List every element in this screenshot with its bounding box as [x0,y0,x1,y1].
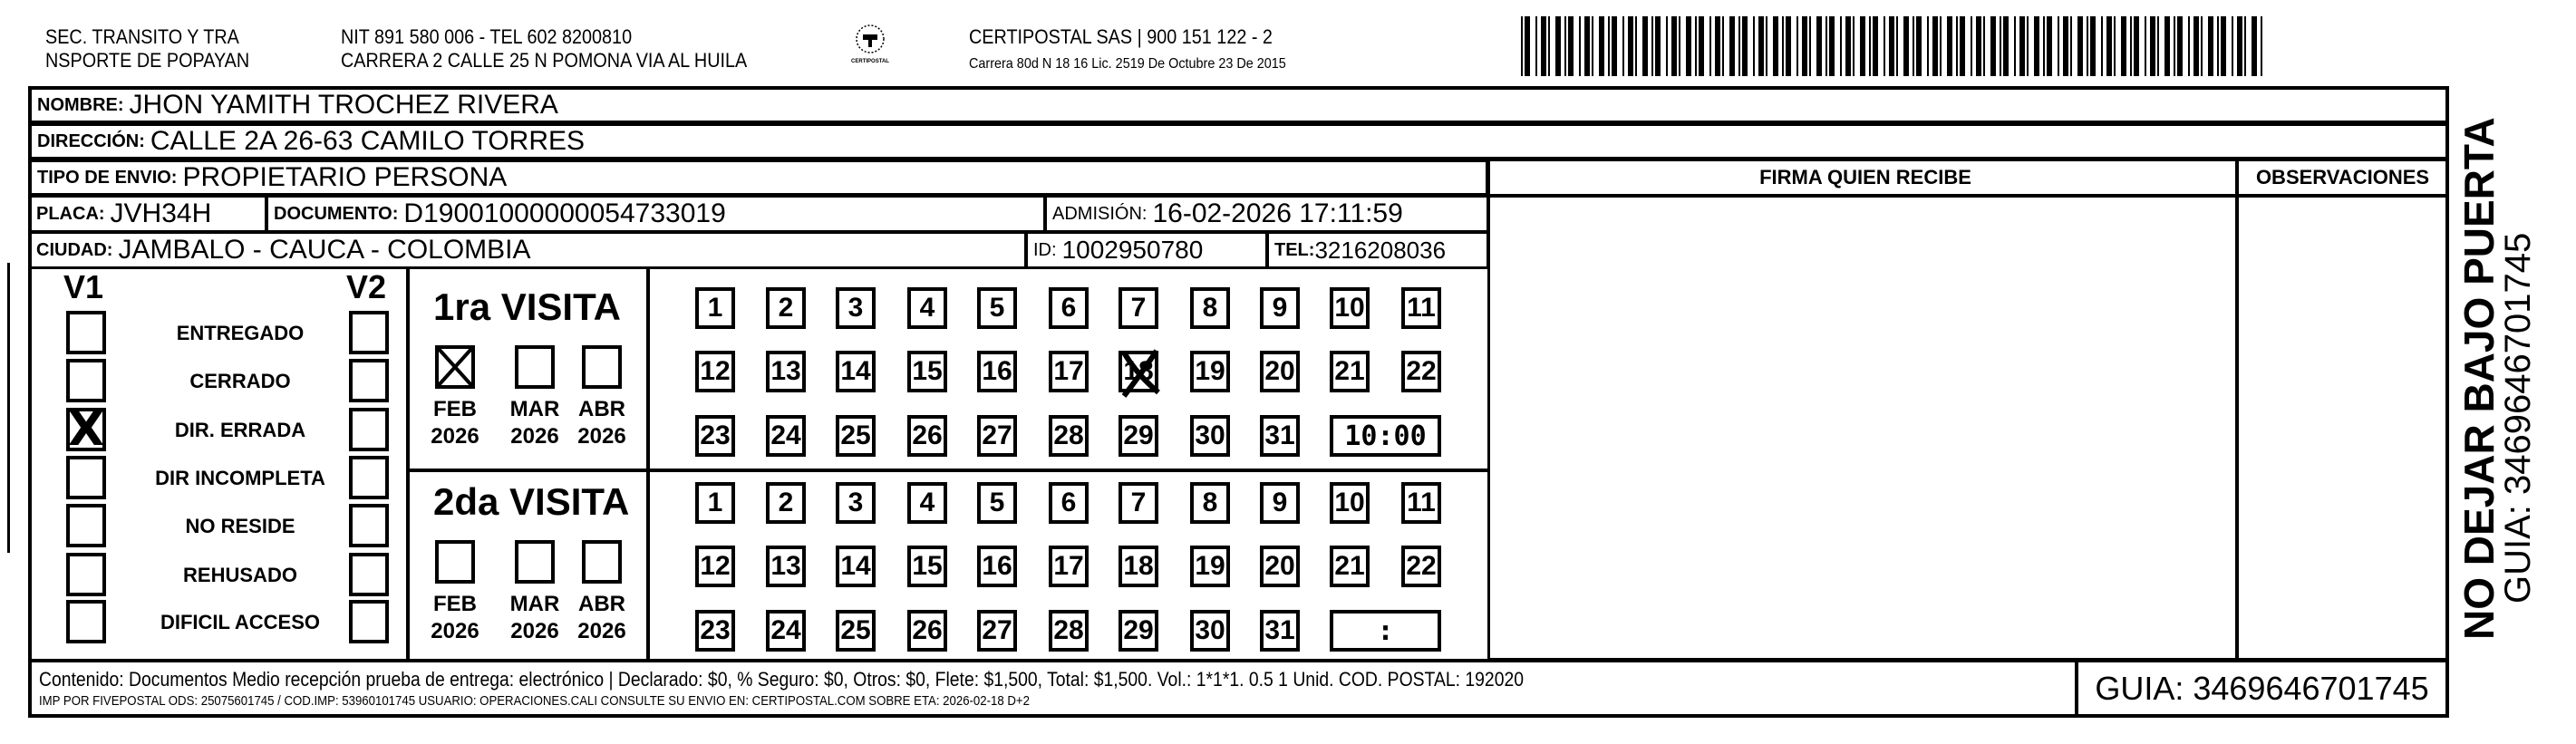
v2-checkbox[interactable] [349,311,389,354]
barcode-bar [1990,16,1996,76]
barcode-bar [1584,16,1590,76]
day-box-25[interactable]: 25 [836,610,876,652]
month-label [503,591,567,645]
v2-checkbox[interactable] [349,504,389,547]
day-box-1[interactable]: 1 [695,482,735,524]
barcode-bar [1869,16,1871,76]
month-x-mark [435,345,475,389]
tipo-row [28,159,1489,197]
barcode-bar [1884,16,1885,76]
barcode-bar [1786,16,1791,76]
barcode-bar [1742,16,1748,76]
barcode-bar [2244,16,2246,76]
day-box-25[interactable]: 25 [836,415,876,457]
barcode-bar [1612,16,1617,76]
day-box-6[interactable]: 6 [1049,287,1089,329]
v2-checkbox[interactable] [349,553,389,596]
status-label: REHUSADO [183,564,297,586]
barcode-bar [2188,16,2190,76]
ciudad-value: JAMBALO - CAUCA - COLOMBIA [118,235,531,265]
barcode-bar [2145,16,2146,76]
barcode-bar [1773,16,1778,76]
direccion-label: DIRECCIÓN: [37,130,145,151]
day-box-29[interactable]: 29 [1119,415,1158,457]
visit-divider [408,469,1489,472]
barcode-bar [1525,16,1530,76]
month-year: 2026 [577,619,626,643]
ciudad-cell [28,231,1027,269]
month-name: ABR [578,592,625,616]
placa-label: PLACA: [36,203,105,224]
barcode-bar [1947,16,1952,76]
tel-label: TEL: [1274,239,1315,260]
month-year: 2026 [577,424,626,449]
admision-value: 16-02-2026 17:11:59 [1152,198,1403,228]
day-box-16[interactable]: 16 [977,351,1017,392]
day-box-11[interactable]: 11 [1401,482,1441,524]
barcode-bar [1579,16,1581,76]
month-label [570,396,634,450]
sender-name-line2: NSPORTE DE POPAYAN [45,49,250,72]
barcode-bar [1592,16,1593,76]
day-box-3[interactable]: 3 [836,482,876,524]
month-label [503,396,567,450]
month-label [423,396,487,450]
barcode-bar [1655,16,1661,76]
barcode-bar [1541,16,1546,76]
day-box-11[interactable]: 11 [1401,287,1441,329]
contenido-text: Contenido: Documentos Medio recepción prueba de entrega: electrónico | Declarado: $0, % Seguro: $0, Otros: $0, Flete: $1,500, Total: $1,500. Vol.: 1*1*1. 0.5 1 Unid. COD. POSTAL: 192020 [39,668,1524,691]
v2-header: V2 [346,268,387,305]
barcode-bar [2106,16,2112,76]
v1-checkbox[interactable] [66,456,106,499]
time-box[interactable]: 10:00 [1330,415,1441,457]
day-box-27[interactable]: 27 [977,415,1017,457]
month-checkbox[interactable] [515,540,555,584]
month-checkbox[interactable] [582,345,622,389]
day-box-7[interactable]: 7 [1119,287,1158,329]
day-box-5[interactable]: 5 [977,482,1017,524]
day-box-19[interactable]: 19 [1190,351,1230,392]
day-box-4[interactable]: 4 [907,482,947,524]
barcode-bar [2232,16,2233,76]
sender-address: CARRERA 2 CALLE 25 N POMONA VIA AL HUILA [341,49,748,72]
nombre-row [28,86,2449,124]
id-cell [1025,231,1268,269]
barcode-bar [1860,16,1865,76]
day-box-30[interactable]: 30 [1190,415,1230,457]
barcode-bar [2150,16,2155,76]
nombre-value: JHON YAMITH TROCHEZ RIVERA [129,90,558,120]
barcode-bar [1845,16,1851,76]
month-label [570,591,634,645]
no-dejar-warning: NO DEJAR BAJO PUERTA [2455,117,2503,640]
barcode-bar [2014,16,2016,76]
barcode-bar [2177,16,2183,76]
barcode-bar [1548,16,1550,76]
admision-cell [1044,195,1489,233]
tipo-label: TIPO DE ENVIO: [37,167,178,188]
month-checkbox[interactable] [582,540,622,584]
barcode-bar [1873,16,1878,76]
time-box[interactable]: : [1330,610,1441,652]
side-text [2455,117,2538,640]
barcode-bar [1715,16,1720,76]
imp-text: IMP POR FIVEPOSTAL ODS: 25075601745 / COD.IMP: 53960101745 USUARIO: OPERACIONES.CALI CONSULTE SU ENVIO EN: CERTIPOSTAL.COM SOBRE ETA: 2026-02-18 D+2 [39,693,1030,709]
barcode-bar [1896,16,1898,76]
day-box-20[interactable]: 20 [1260,546,1300,587]
status-label: DIFICIL ACCESO [160,611,320,633]
month-year: 2026 [510,619,559,643]
day-box-28[interactable]: 28 [1049,610,1089,652]
barcode-bar [2063,16,2068,76]
admision-label: ADMISIÓN: [1052,203,1148,224]
observaciones-area[interactable] [2236,195,2449,661]
barcode-bar [1599,16,1604,76]
observaciones-header: OBSERVACIONES [2236,159,2449,197]
day-box-31[interactable]: 31 [1260,610,1300,652]
barcode-bar [2221,16,2226,76]
month-checkbox[interactable] [515,345,555,389]
v1-checkbox[interactable] [66,311,106,354]
barcode-bar [1758,16,1764,76]
documento-cell [266,195,1046,233]
barcode-bar [1709,16,1711,76]
certipostal-logo [847,24,893,74]
barcode-bar [2193,16,2199,76]
day-box-22[interactable]: 22 [1401,546,1441,587]
barcode-bar [1829,16,1835,76]
day-box-3[interactable]: 3 [836,287,876,329]
day-box-13[interactable]: 13 [766,546,806,587]
barcode-bar [1932,16,1938,76]
barcode-bar [1628,16,1633,76]
ciudad-label: CIUDAD: [36,239,113,260]
barcode-bar [2101,16,2103,76]
documento-value: D19001000000054733019 [403,198,726,228]
barcode-bar [2237,16,2242,76]
barcode-bar [1635,16,1637,76]
day-box-18[interactable]: 18 [1119,351,1158,392]
barcode-bar [1686,16,1691,76]
day-box-10[interactable]: 10 [1330,287,1370,329]
barcode-bar [2201,16,2203,76]
status-label: CERRADO [189,370,291,392]
day-box-6[interactable]: 6 [1049,482,1089,524]
day-box-26[interactable]: 26 [907,610,947,652]
barcode-bar [1671,16,1677,76]
barcode-bar [1853,16,1855,76]
barcode-bar [2027,16,2029,76]
day-box-8[interactable]: 8 [1190,482,1230,524]
barcode-bar [1535,16,1537,76]
logo-icon [855,24,886,54]
month-name: MAR [509,592,560,616]
v1-checkbox[interactable] [66,504,106,547]
day-box-1[interactable]: 1 [695,287,735,329]
day-box-12[interactable]: 12 [695,351,735,392]
barcode-bar [1766,16,1767,76]
month-label [423,591,487,645]
day-box-14[interactable]: 14 [836,351,876,392]
day-box-15[interactable]: 15 [907,546,947,587]
barcode-bar [2217,16,2219,76]
barcode [1521,16,2269,76]
day-box-21[interactable]: 21 [1330,546,1370,587]
day-box-9[interactable]: 9 [1260,287,1300,329]
day-box-17[interactable]: 17 [1049,546,1089,587]
day-box-15[interactable]: 15 [907,351,947,392]
barcode-bar [1651,16,1653,76]
barcode-bar [1695,16,1697,76]
barcode-bar [1753,16,1755,76]
barcode-bar [2090,16,2096,76]
day-box-2[interactable]: 2 [766,287,806,329]
v1-checkbox[interactable] [66,359,106,402]
v1-checkbox[interactable] [66,600,106,643]
barcode-bar [2261,16,2262,76]
day-box-31[interactable]: 31 [1260,415,1300,457]
day-box-30[interactable]: 30 [1190,610,1230,652]
barcode-bar [1809,16,1811,76]
v2-checkbox[interactable] [349,408,389,451]
barcode-bar [2058,16,2059,76]
barcode-bar [2134,16,2139,76]
placa-cell [28,195,267,233]
barcode-bar [2174,16,2175,76]
company-address: Carrera 80d N 18 16 Lic. 2519 De Octubre 23 De 2015 [969,56,1286,72]
day-box-14[interactable]: 14 [836,546,876,587]
sender-nit: NIT 891 580 006 - TEL 602 8200810 [341,25,633,48]
barcode-bar [2130,16,2132,76]
direccion-row [28,122,2449,160]
firma-area[interactable] [1487,195,2238,661]
barcode-bar [1608,16,1610,76]
month-name: FEB [433,397,477,421]
id-label: ID: [1033,239,1057,260]
barcode-bar [1916,16,1922,76]
barcode-bar [1622,16,1624,76]
v2-checkbox[interactable] [349,456,389,499]
day-box-4[interactable]: 4 [907,287,947,329]
firma-header: FIRMA QUIEN RECIBE [1487,159,2238,197]
barcode-bar [1971,16,1972,76]
barcode-bar [1699,16,1704,76]
day-box-29[interactable]: 29 [1119,610,1158,652]
tipo-value: PROPIETARIO PERSONA [182,162,508,192]
day-box-20[interactable]: 20 [1260,351,1300,392]
barcode-bar [2121,16,2126,76]
status-label: DIR. ERRADA [174,419,306,441]
day-box-10[interactable]: 10 [1330,482,1370,524]
barcode-bar [2000,16,2001,76]
day-box-13[interactable]: 13 [766,351,806,392]
month-year: 2026 [431,424,479,449]
barcode-bar [1903,16,1909,76]
barcode-bar [2114,16,2116,76]
guia-value: GUIA: 3469646701745 [2095,669,2429,707]
month-checkbox[interactable] [435,540,475,584]
barcode-bar [2087,16,2088,76]
barcode-bar [1840,16,1842,76]
day-box-8[interactable]: 8 [1190,287,1230,329]
day-box-21[interactable]: 21 [1330,351,1370,392]
day-box-19[interactable]: 19 [1190,546,1230,587]
barcode-bar [2157,16,2159,76]
day-box-24[interactable]: 24 [766,415,806,457]
barcode-bar [1564,16,1566,76]
barcode-bar [1956,16,1958,76]
id-value: 1002950780 [1061,236,1204,264]
day-box-16[interactable]: 16 [977,546,1017,587]
day-box-12[interactable]: 12 [695,546,735,587]
barcode-bar [1927,16,1929,76]
day-box-27[interactable]: 27 [977,610,1017,652]
company-line: CERTIPOSTAL SAS | 900 151 122 - 2 [969,25,1273,48]
day-box-26[interactable]: 26 [907,415,947,457]
barcode-bar [2034,16,2039,76]
footer-info [28,659,2078,718]
barcode-bar [1521,16,1523,76]
guia-box [2075,659,2449,718]
day-box-5[interactable]: 5 [977,287,1017,329]
side-guia: GUIA: 3469646701745 [2498,232,2538,604]
month-year: 2026 [431,619,479,643]
barcode-bar [1568,16,1574,76]
barcode-bar [2047,16,2052,76]
nombre-label: NOMBRE: [37,94,124,115]
barcode-bar [2070,16,2072,76]
documento-label: DOCUMENTO: [274,203,399,224]
day-box-9[interactable]: 9 [1260,482,1300,524]
day-box-22[interactable]: 22 [1401,351,1441,392]
barcode-bar [2019,16,2025,76]
barcode-bar [1983,16,1985,76]
barcode-bar [2077,16,2083,76]
day-box-2[interactable]: 2 [766,482,806,524]
barcode-bar [2252,16,2257,76]
day-box-28[interactable]: 28 [1049,415,1089,457]
barcode-bar [1816,16,1822,76]
day-box-23[interactable]: 23 [695,415,735,457]
day-box-17[interactable]: 17 [1049,351,1089,392]
day-x-mark [1119,347,1162,398]
month-year: 2026 [510,424,559,449]
sender-name-line1: SEC. TRANSITO Y TRA [45,25,239,48]
tel-value: 3216208036 [1314,236,1447,264]
month-name: ABR [578,397,625,421]
v1-header: V1 [63,268,104,305]
status-label: ENTREGADO [176,322,305,344]
barcode-bar [1796,16,1798,76]
day-box-23[interactable]: 23 [695,610,735,652]
visit-title: 2da VISITA [433,480,630,523]
direccion-value: CALLE 2A 26-63 CAMILO TORRES [150,126,585,156]
barcode-bar [1802,16,1807,76]
handwritten-check-mark: X [67,402,105,457]
barcode-bar [1642,16,1648,76]
barcode-bar [1722,16,1724,76]
placa-value: JVH34H [110,198,212,228]
v2-checkbox[interactable] [349,600,389,643]
barcode-bar [1913,16,1914,76]
barcode-bar [1782,16,1784,76]
barcode-bar [1940,16,1942,76]
barcode-bar [1976,16,1981,76]
visit-title: 1ra VISITA [433,285,621,328]
barcode-bar [1825,16,1827,76]
month-name: FEB [433,592,477,616]
status-label: DIR INCOMPLETA [155,467,325,489]
barcode-bar [2208,16,2213,76]
v1-checkbox[interactable] [66,553,106,596]
barcode-bar [1960,16,1965,76]
barcode-bar [1889,16,1894,76]
day-box-7[interactable]: 7 [1119,482,1158,524]
barcode-bar [1738,16,1740,76]
barcode-bar [1555,16,1561,76]
v2-checkbox[interactable] [349,359,389,402]
day-box-18[interactable]: 18 [1119,546,1158,587]
barcode-bar [2003,16,2009,76]
barcode-bar [2164,16,2170,76]
tel-cell [1266,231,1489,269]
barcode-bar [1679,16,1680,76]
day-box-24[interactable]: 24 [766,610,806,652]
logo-text: CERTIPOSTAL [851,59,889,64]
barcode-bar [2043,16,2045,76]
month-name: MAR [509,397,560,421]
barcode-bar [1666,16,1668,76]
status-label: NO RESIDE [185,515,295,537]
barcode-bar [1729,16,1735,76]
margin-line [7,263,10,553]
